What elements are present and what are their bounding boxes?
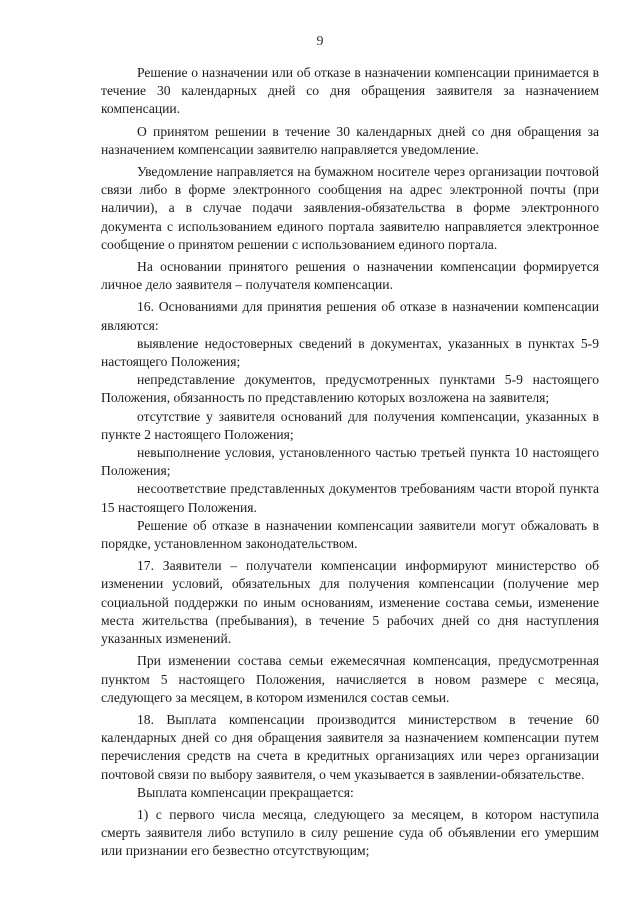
- paragraph-notice-method: Уведомление направляется на бумажном носителе через организации почтовой связи либо в форме электронного сообщения на адрес электронной почты (при наличии), а в случае подачи заявления-обязательства в форме электронного документа с использованием единого портала заявителю направляется электронное сообщение о принятом решении с использованием единого портала.: [101, 164, 599, 252]
- list-item-false-info: выявление недостоверных сведений в документах, указанных в пунктах 5-9 настоящего Положения;: [101, 335, 599, 370]
- paragraph-decision-notice: О принятом решении в течение 30 календарных дней со дня обращения за назначением компенсации заявителю направляется уведомление.: [101, 123, 599, 157]
- list-item-condition-failure: невыполнение условия, установленного частью третьей пункта 10 настоящего Положения;: [101, 445, 599, 479]
- paragraph-payment-stops: Выплата компенсации прекращается:: [137, 784, 354, 800]
- paragraph-18-payment: 18. Выплата компенсации производится министерством в течение 60 календарных дней со дня обращения заявителя за назначением компенсации путем перечисления средств на счета в кредитных организациях или через организации почтовой связи по выбору заявителя, о чем указывается в заявлении-обязательстве.: [101, 711, 599, 782]
- paragraph-appeal: Решение об отказе в назначении компенсации заявители могут обжаловать в порядке, установленном законодательством.: [101, 517, 599, 552]
- paragraph-17-inform: 17. Заявители – получатели компенсации информируют министерство об изменении условий, обязательных для получения компенсации (получение мер социальной поддержки по иным основаниям, изменение состава семьи, изменение места жительства (пребывания), в течение 5 рабочих дней со дня наступления указанных изменений.: [101, 558, 599, 647]
- paragraph-decision-term: Решение о назначении или об отказе в назначении компенсации принимается в течение 30 календарных дней со дня обращения заявителя за назначением компенсации.: [101, 65, 599, 117]
- page-number: 9: [316, 34, 324, 49]
- list-item-missing-documents: непредставление документов, предусмотренных пунктами 5-9 настоящего Положения, обязанность по представлению которых возложена на заявителя;: [101, 372, 599, 406]
- document-body: [101, 64, 599, 861]
- list-item-document-mismatch: несоответствие представленных документов требованиям части второй пункта 15 настоящего Положения.: [101, 481, 599, 515]
- paragraph-family-change: При изменении состава семьи ежемесячная компенсация, предусмотренная пунктом 5 настоящего Положения, начисляется в новом размере с месяца, следующего за месяцем, в котором изменился состав семьи.: [101, 653, 599, 705]
- paragraph-personal-file: На основании принятого решения о назначении компенсации формируется личное дело заявителя – получателя компенсации.: [101, 259, 599, 293]
- paragraph-16-refusal-grounds: 16. Основаниями для принятия решения об отказе в назначении компенсации являются:: [101, 299, 599, 333]
- list-item-death: 1) с первого числа месяца, следующего за месяцем, в котором наступила смерть заявителя либо вступило в силу решение суда об объявлении его умершим или признании его безвестно отсутствующим;: [101, 806, 599, 859]
- list-item-no-grounds: отсутствие у заявителя оснований для получения компенсации, указанных в пункте 2 настоящего Положения;: [101, 408, 599, 442]
